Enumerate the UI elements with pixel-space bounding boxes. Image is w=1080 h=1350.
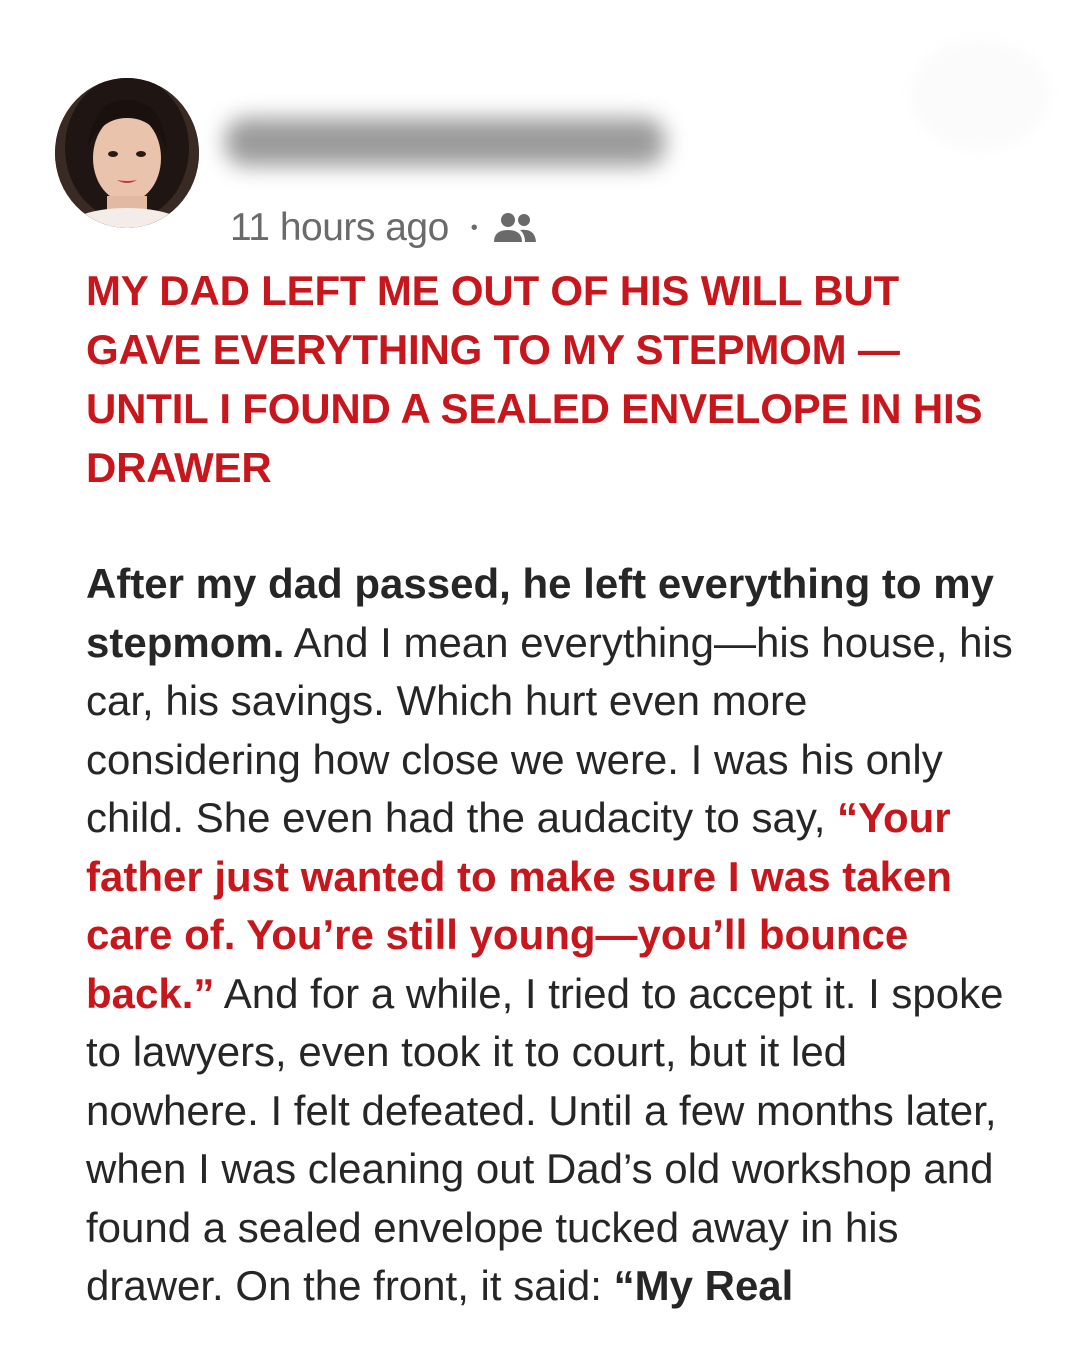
post-headline: MY DAD LEFT ME OUT OF HIS WILL BUT GAVE EVERYTHING TO MY STEPMOM — UNTIL I FOUND A SEALED ENVELOPE IN HIS DRAWER [86, 267, 983, 491]
post-meta [230, 203, 539, 253]
body-quote-stepmom: “Your father just wanted to make sure I was taken care of. You’re still young—you’ll bounce back.” [86, 794, 952, 1017]
post-timestamp[interactable]: 11 hours ago [230, 206, 449, 249]
avatar[interactable] [55, 78, 199, 228]
body-text-1: And I mean everything—his house, his car, his savings. Which hurt even more considering how close we were. I was his only child. She even had the audacity to say, [86, 618, 1013, 841]
profile-photo [55, 78, 199, 228]
more-options-button[interactable] [910, 40, 1050, 150]
account-name-blurred[interactable] [225, 118, 665, 166]
friends-icon [491, 208, 539, 248]
body-text-2: And for a while, I tried to accept it. I spoke to lawyers, even took it to court, but it led nowhere. I felt defeated. Until a few months later, when I was cleaning out Dad’s old workshop and found a sealed envelope tucked away in his drawer. On the front, it said: [86, 969, 1004, 1309]
post-body [86, 555, 1016, 1316]
body-quote-envelope: “My Real [613, 1262, 794, 1309]
body-lead: After my dad passed, he left everything to my stepmom. [86, 560, 994, 666]
meta-separator: • [470, 216, 478, 239]
